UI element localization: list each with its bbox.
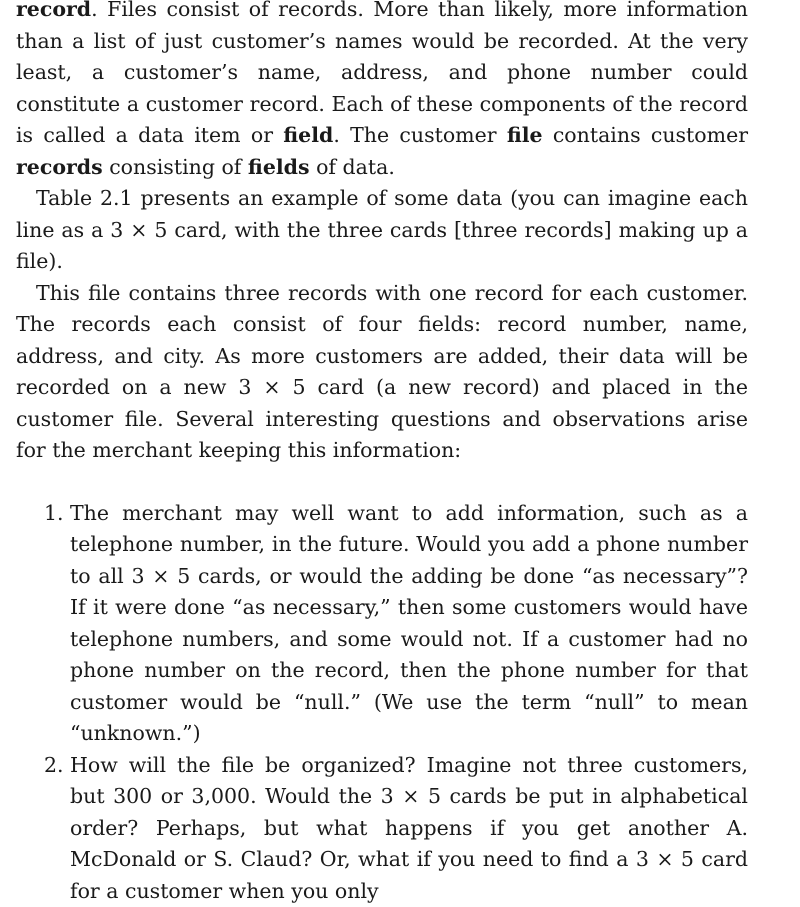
list-item-number: 2. [44, 750, 64, 782]
list-item [16, 498, 748, 750]
paragraph-file-description: This file contains three records with one record for each customer. The records each consist of four fields: record number, name, address, and city. As more customers are added, their data will be recorded on a new 3 × 5 card (a new record) and placed in the customer file. Several interesting questions and observations arise for the merchant keeping this information: [16, 278, 748, 467]
paragraph-text: of data. [310, 155, 395, 179]
list-item-text: How will the file be organized? Imagine not three customers, but 300 or 3,000. Would the 3 × 5 cards be put in alphabetical order? Perhaps, but what happens if you get another A. McDonald or S. Claud? Or, what if you need to find a 3 × 5 card for a customer when you only [70, 753, 748, 903]
term-field: field [283, 123, 333, 147]
paragraph-text: contains customer [543, 123, 748, 147]
numbered-list [16, 498, 748, 907]
list-item-number: 1. [44, 498, 64, 530]
paragraph-text: consisting of [103, 155, 248, 179]
term-record: record [16, 0, 91, 21]
term-fields: fields [248, 155, 310, 179]
list-item [16, 750, 748, 907]
paragraph-text: . Files consist of records. More than likely, more information than a list of just customer’s names would be recorded. At the very least, a customer’s name, address, and phone number could constitute a customer record. Each of these components of the record is called a data item or [16, 0, 748, 147]
term-records: records [16, 155, 103, 179]
list-item-text: The merchant may well want to add information, such as a telephone number, in the future. Would you add a phone number to all 3 × 5 cards, or would the adding be done “as necessary”? If it were done “as necessary,” then some customers would have telephone numbers, and some would not. If a customer had no phone number on the record, then the phone number for that customer would be “null.” (We use the term “null” to mean “unknown.”) [70, 501, 748, 746]
paragraph-records [16, 0, 748, 183]
paragraph-table-intro: Table 2.1 presents an example of some data (you can imagine each line as a 3 × 5 card, with the three cards [three records] making up a file). [16, 183, 748, 278]
paragraph-gap [16, 467, 748, 498]
paragraph-text: . The customer [333, 123, 506, 147]
document-page [16, 0, 748, 907]
term-file: file [507, 123, 543, 147]
